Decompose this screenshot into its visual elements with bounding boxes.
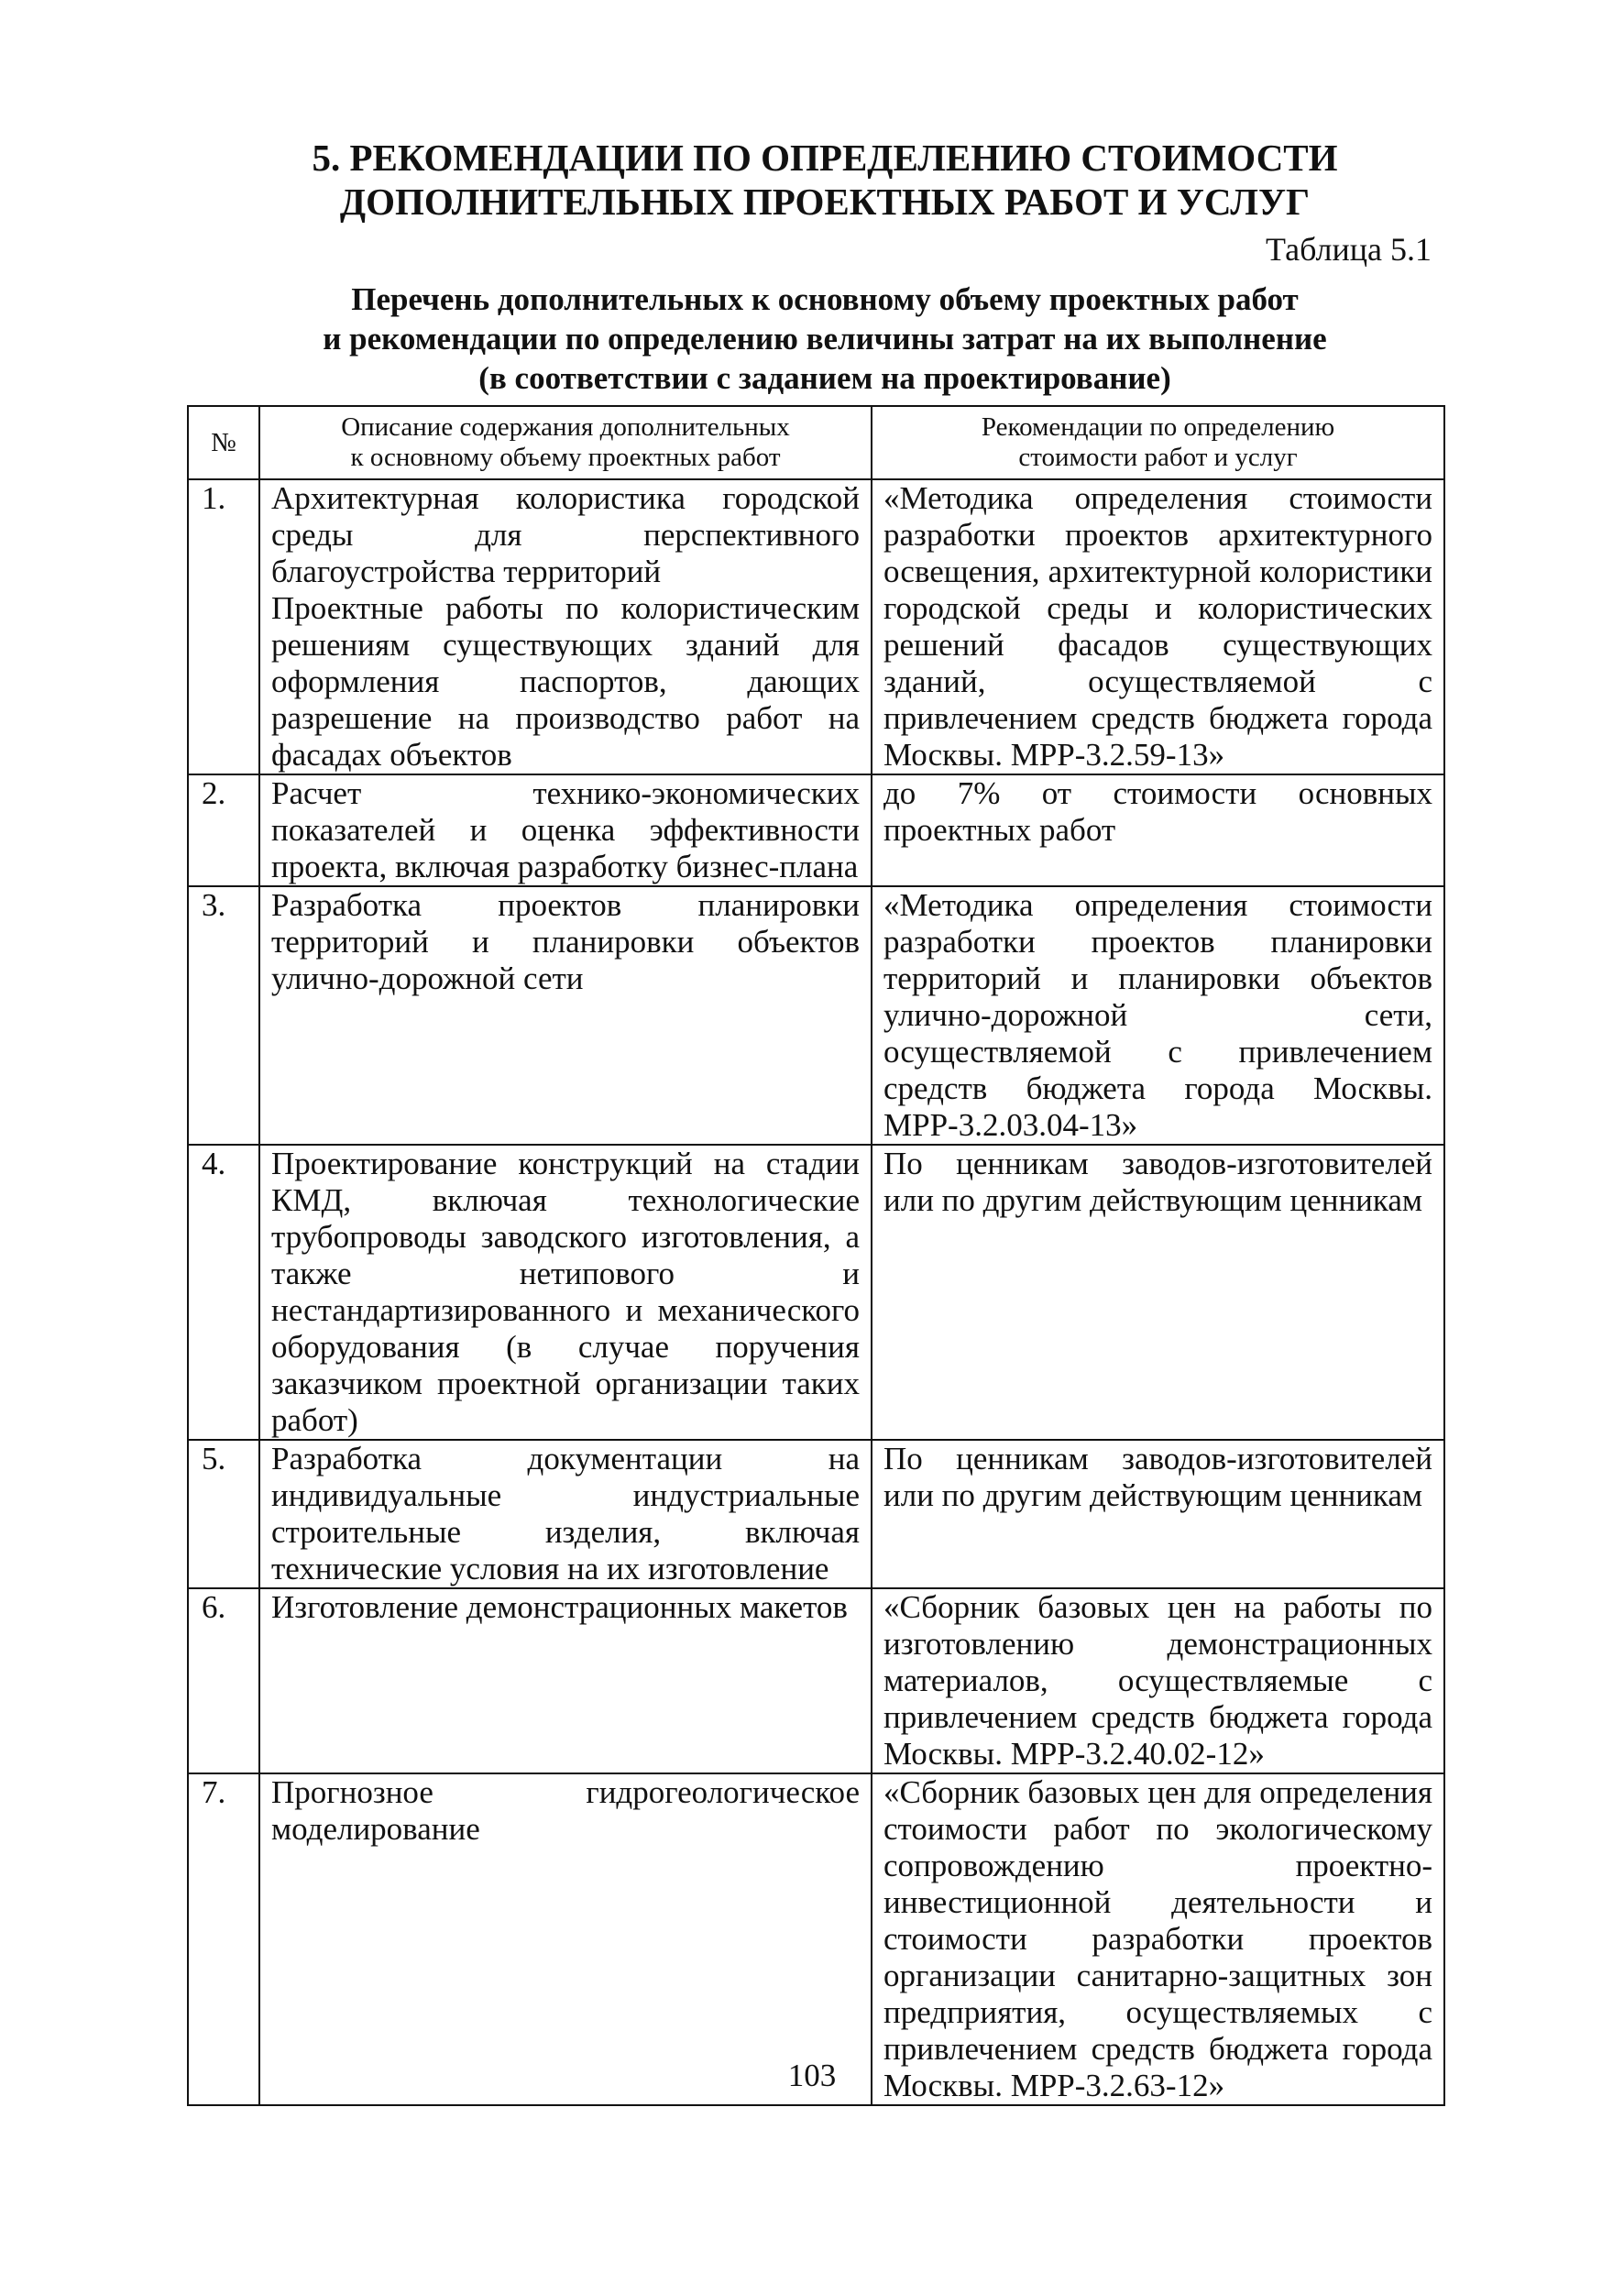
row-number: 7. xyxy=(188,1773,259,2105)
row-recommendation: «Методика определения стоимости разработки проектов планировки территорий и планировки объектов улично-дорожной сети, осуществляемой с привлечением средств бюджета города Москвы. МРР-3.2.03.04-13» xyxy=(872,886,1444,1145)
row-number: 2. xyxy=(188,774,259,886)
table-row xyxy=(188,1145,1444,1440)
table-header-row xyxy=(188,406,1444,479)
row-description xyxy=(259,479,872,774)
section-title xyxy=(183,136,1466,224)
table-row xyxy=(188,886,1444,1145)
table-caption xyxy=(183,280,1466,398)
table-row xyxy=(188,1588,1444,1773)
section-title-line-2: ДОПОЛНИТЕЛЬНЫХ ПРОЕКТНЫХ РАБОТ И УСЛУГ xyxy=(339,181,1311,223)
header-description-line-1: Описание содержания дополнительных xyxy=(341,412,790,442)
table-row xyxy=(188,1773,1444,2105)
row-description-text: Архитектурная колористика городской среды для перспективного благоустройства территорий xyxy=(271,480,860,589)
section-title-line-1: 5. РЕКОМЕНДАЦИИ ПО ОПРЕДЕЛЕНИЮ СТОИМОСТИ xyxy=(312,137,1338,179)
header-recommendation xyxy=(872,406,1444,479)
recommendations-table xyxy=(187,405,1445,2106)
row-number: 5. xyxy=(188,1440,259,1588)
page-number: 103 xyxy=(787,2058,837,2093)
caption-line-2: и рекомендации по определению величины затрат на их выполнение xyxy=(323,321,1327,357)
row-number: 6. xyxy=(188,1588,259,1773)
header-description-line-2: к основному объему проектных работ xyxy=(350,443,781,472)
row-description: Проектирование конструкций на стадии КМД, включая технологические трубопроводы заводского изготовления, а также нетипового и нестандартизированного и механического оборудования (в случае поручения заказчиком проектной организации таких работ) xyxy=(259,1145,872,1440)
header-recommendation-line-2: стоимости работ и услуг xyxy=(1018,443,1298,472)
table-row xyxy=(188,1440,1444,1588)
header-number: № xyxy=(188,406,259,479)
row-description-text-2: Проектные работы по колористическим решениям существующих зданий для оформления паспортов, дающих разрешение на производство работ на фасадах объектов xyxy=(271,590,860,773)
row-recommendation: «Методика определения стоимости разработки проектов архитектурного освещения, архитектурной колористики городской среды и колористических решений фасадов существующих зданий, осуществляемой с привлечением средств бюджета города Москвы. МРР-3.2.59-13» xyxy=(872,479,1444,774)
caption-line-3: (в соответствии с заданием на проектирование) xyxy=(478,360,1171,396)
row-recommendation: По ценникам заводов-изготовителей или по другим действующим ценникам xyxy=(872,1440,1444,1588)
caption-line-1: Перечень дополнительных к основному объему проектных работ xyxy=(351,281,1299,317)
row-description: Разработка документации на индивидуальные индустриальные строительные изделия, включая технические условия на их изготовление xyxy=(259,1440,872,1588)
header-recommendation-line-1: Рекомендации по определению xyxy=(981,412,1335,442)
row-description: Изготовление демонстрационных макетов xyxy=(259,1588,872,1773)
row-number: 4. xyxy=(188,1145,259,1440)
table-row xyxy=(188,479,1444,774)
row-recommendation: до 7% от стоимости основных проектных работ xyxy=(872,774,1444,886)
row-number: 3. xyxy=(188,886,259,1145)
row-recommendation: «Сборник базовых цен на работы по изготовлению демонстрационных материалов, осуществляемые с привлечением средств бюджета города Москвы. МРР-3.2.40.02-12» xyxy=(872,1588,1444,1773)
row-description: Расчет технико-экономических показателей и оценка эффективности проекта, включая разработку бизнес-плана xyxy=(259,774,872,886)
table-row xyxy=(188,774,1444,886)
table-label: Таблица 5.1 xyxy=(1266,231,1432,268)
row-description: Прогнозное гидрогеологическое моделирование xyxy=(259,1773,872,2105)
row-description: Разработка проектов планировки территорий и планировки объектов улично-дорожной сети xyxy=(259,886,872,1145)
row-recommendation: «Сборник базовых цен для определения стоимости работ по экологическому сопровождению проектно-инвестиционной деятельности и стоимости разработки проектов организации санитарно-защитных зон предприятия, осуществляемых с привлечением средств бюджета города Москвы. МРР-3.2.63-12» xyxy=(872,1773,1444,2105)
header-description xyxy=(259,406,872,479)
row-number: 1. xyxy=(188,479,259,774)
row-recommendation: По ценникам заводов-изготовителей или по другим действующим ценникам xyxy=(872,1145,1444,1440)
